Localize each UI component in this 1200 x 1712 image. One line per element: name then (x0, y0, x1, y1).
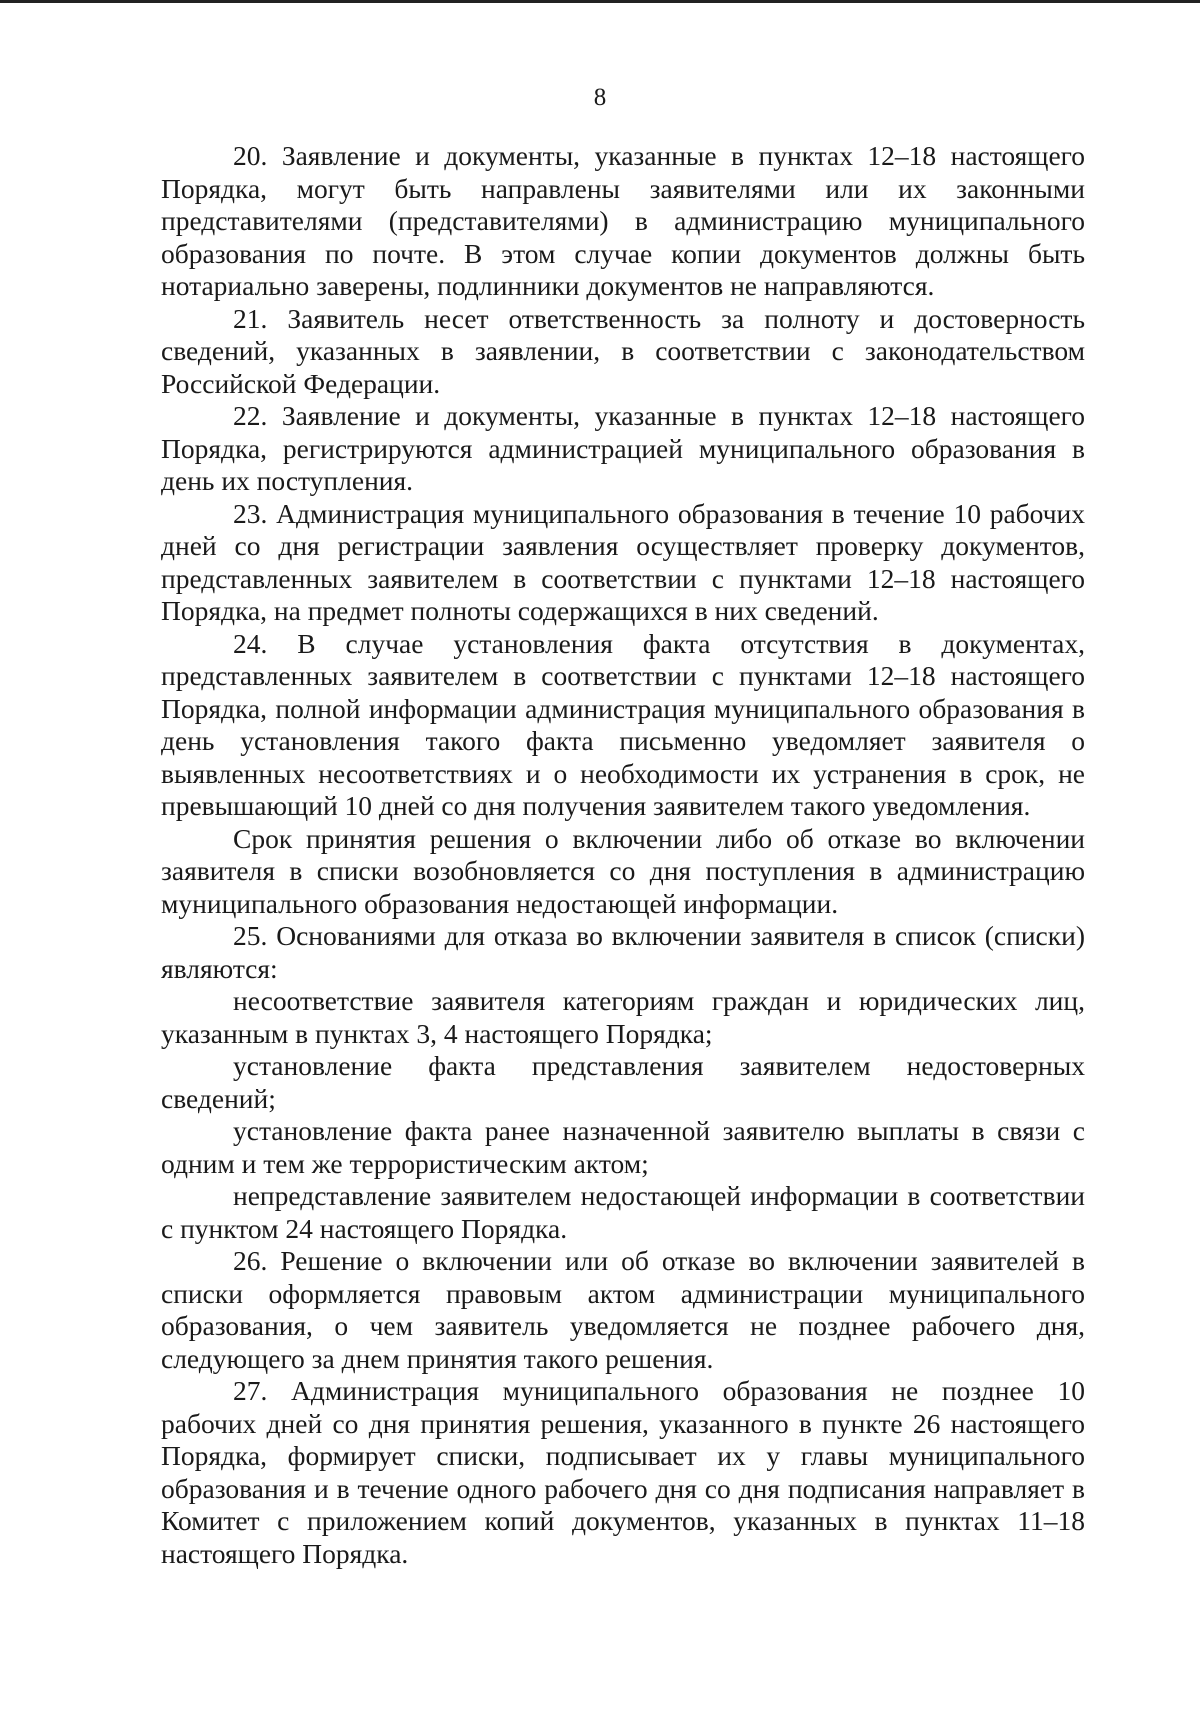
page-number: 8 (593, 84, 607, 111)
document-body (161, 140, 1085, 1570)
paragraph-22: 22. Заявление и документы, указанные в пунктах 12–18 настоящего Порядка, регистрируются администрацией муниципального образования в день их поступления. (161, 400, 1085, 496)
paragraph-21: 21. Заявитель несет ответственность за полноту и достоверность сведений, указанных в заявлении, в соответствии с законодательством Российской Федерации. (161, 302, 1085, 399)
refusal-ground-2: установление факта представления заявителем недостоверных сведений; (161, 1050, 1085, 1114)
refusal-ground-1: несоответствие заявителя категориям граждан и юридических лиц, указанным в пунктах 3, 4 настоящего Порядка; (161, 985, 1085, 1049)
paragraph-26: 26. Решение о включении или об отказе во включении заявителей в списки оформляется правовым актом администрации муниципального образования, о чем заявитель уведомляется не позднее рабочего дня, следующего за днем принятия такого решения. (161, 1245, 1085, 1374)
paragraph-24: 24. В случае установления факта отсутствия в документах, представленных заявителем в соответствии с пунктами 12–18 настоящего Порядка, полной информации администрация муниципального образования в день установления такого факта письменно уведомляет заявителя о выявленных несоответствиях и о необходимости их устранения в срок, не превышающий 10 дней со дня получения заявителем такого уведомления. (161, 627, 1085, 821)
top-scan-border (0, 0, 1200, 3)
paragraph-27: 27. Администрация муниципального образования не позднее 10 рабочих дней со дня принятия решения, указанного в пункте 26 настоящего Порядка, формирует списки, подписывает их у главы муниципального образования и в течение одного рабочего дня со дня подписания направляет в Комитет с приложением копий документов, указанных в пунктах 11–18 настоящего Порядка. (161, 1375, 1085, 1569)
paragraph-24-continuation: Срок принятия решения о включении либо об отказе во включении заявителя в списки возобновляется со дня поступления в администрацию муниципального образования недостающей информации. (161, 822, 1085, 919)
refusal-ground-4: непредставление заявителем недостающей информации в соответствии с пунктом 24 настоящего Порядка. (161, 1180, 1085, 1244)
paragraph-23: 23. Администрация муниципального образования в течение 10 рабочих дней со дня регистрации заявления осуществляет проверку документов, представленных заявителем в соответствии с пунктами 12–18 настоящего Порядка, на предмет полноты содержащихся в них сведений. (161, 497, 1085, 626)
paragraph-25: 25. Основаниями для отказа во включении заявителя в список (списки) являются: (161, 920, 1085, 984)
refusal-ground-3: установление факта ранее назначенной заявителю выплаты в связи с одним и тем же террористическим актом; (161, 1115, 1085, 1179)
paragraph-20: 20. Заявление и документы, указанные в пунктах 12–18 настоящего Порядка, могут быть направлены заявителями или их законными представителями (представителями) в администрацию муниципального образования по почте. В этом случае копии документов должны быть нотариально заверены, подлинники документов не направляются. (161, 140, 1085, 301)
